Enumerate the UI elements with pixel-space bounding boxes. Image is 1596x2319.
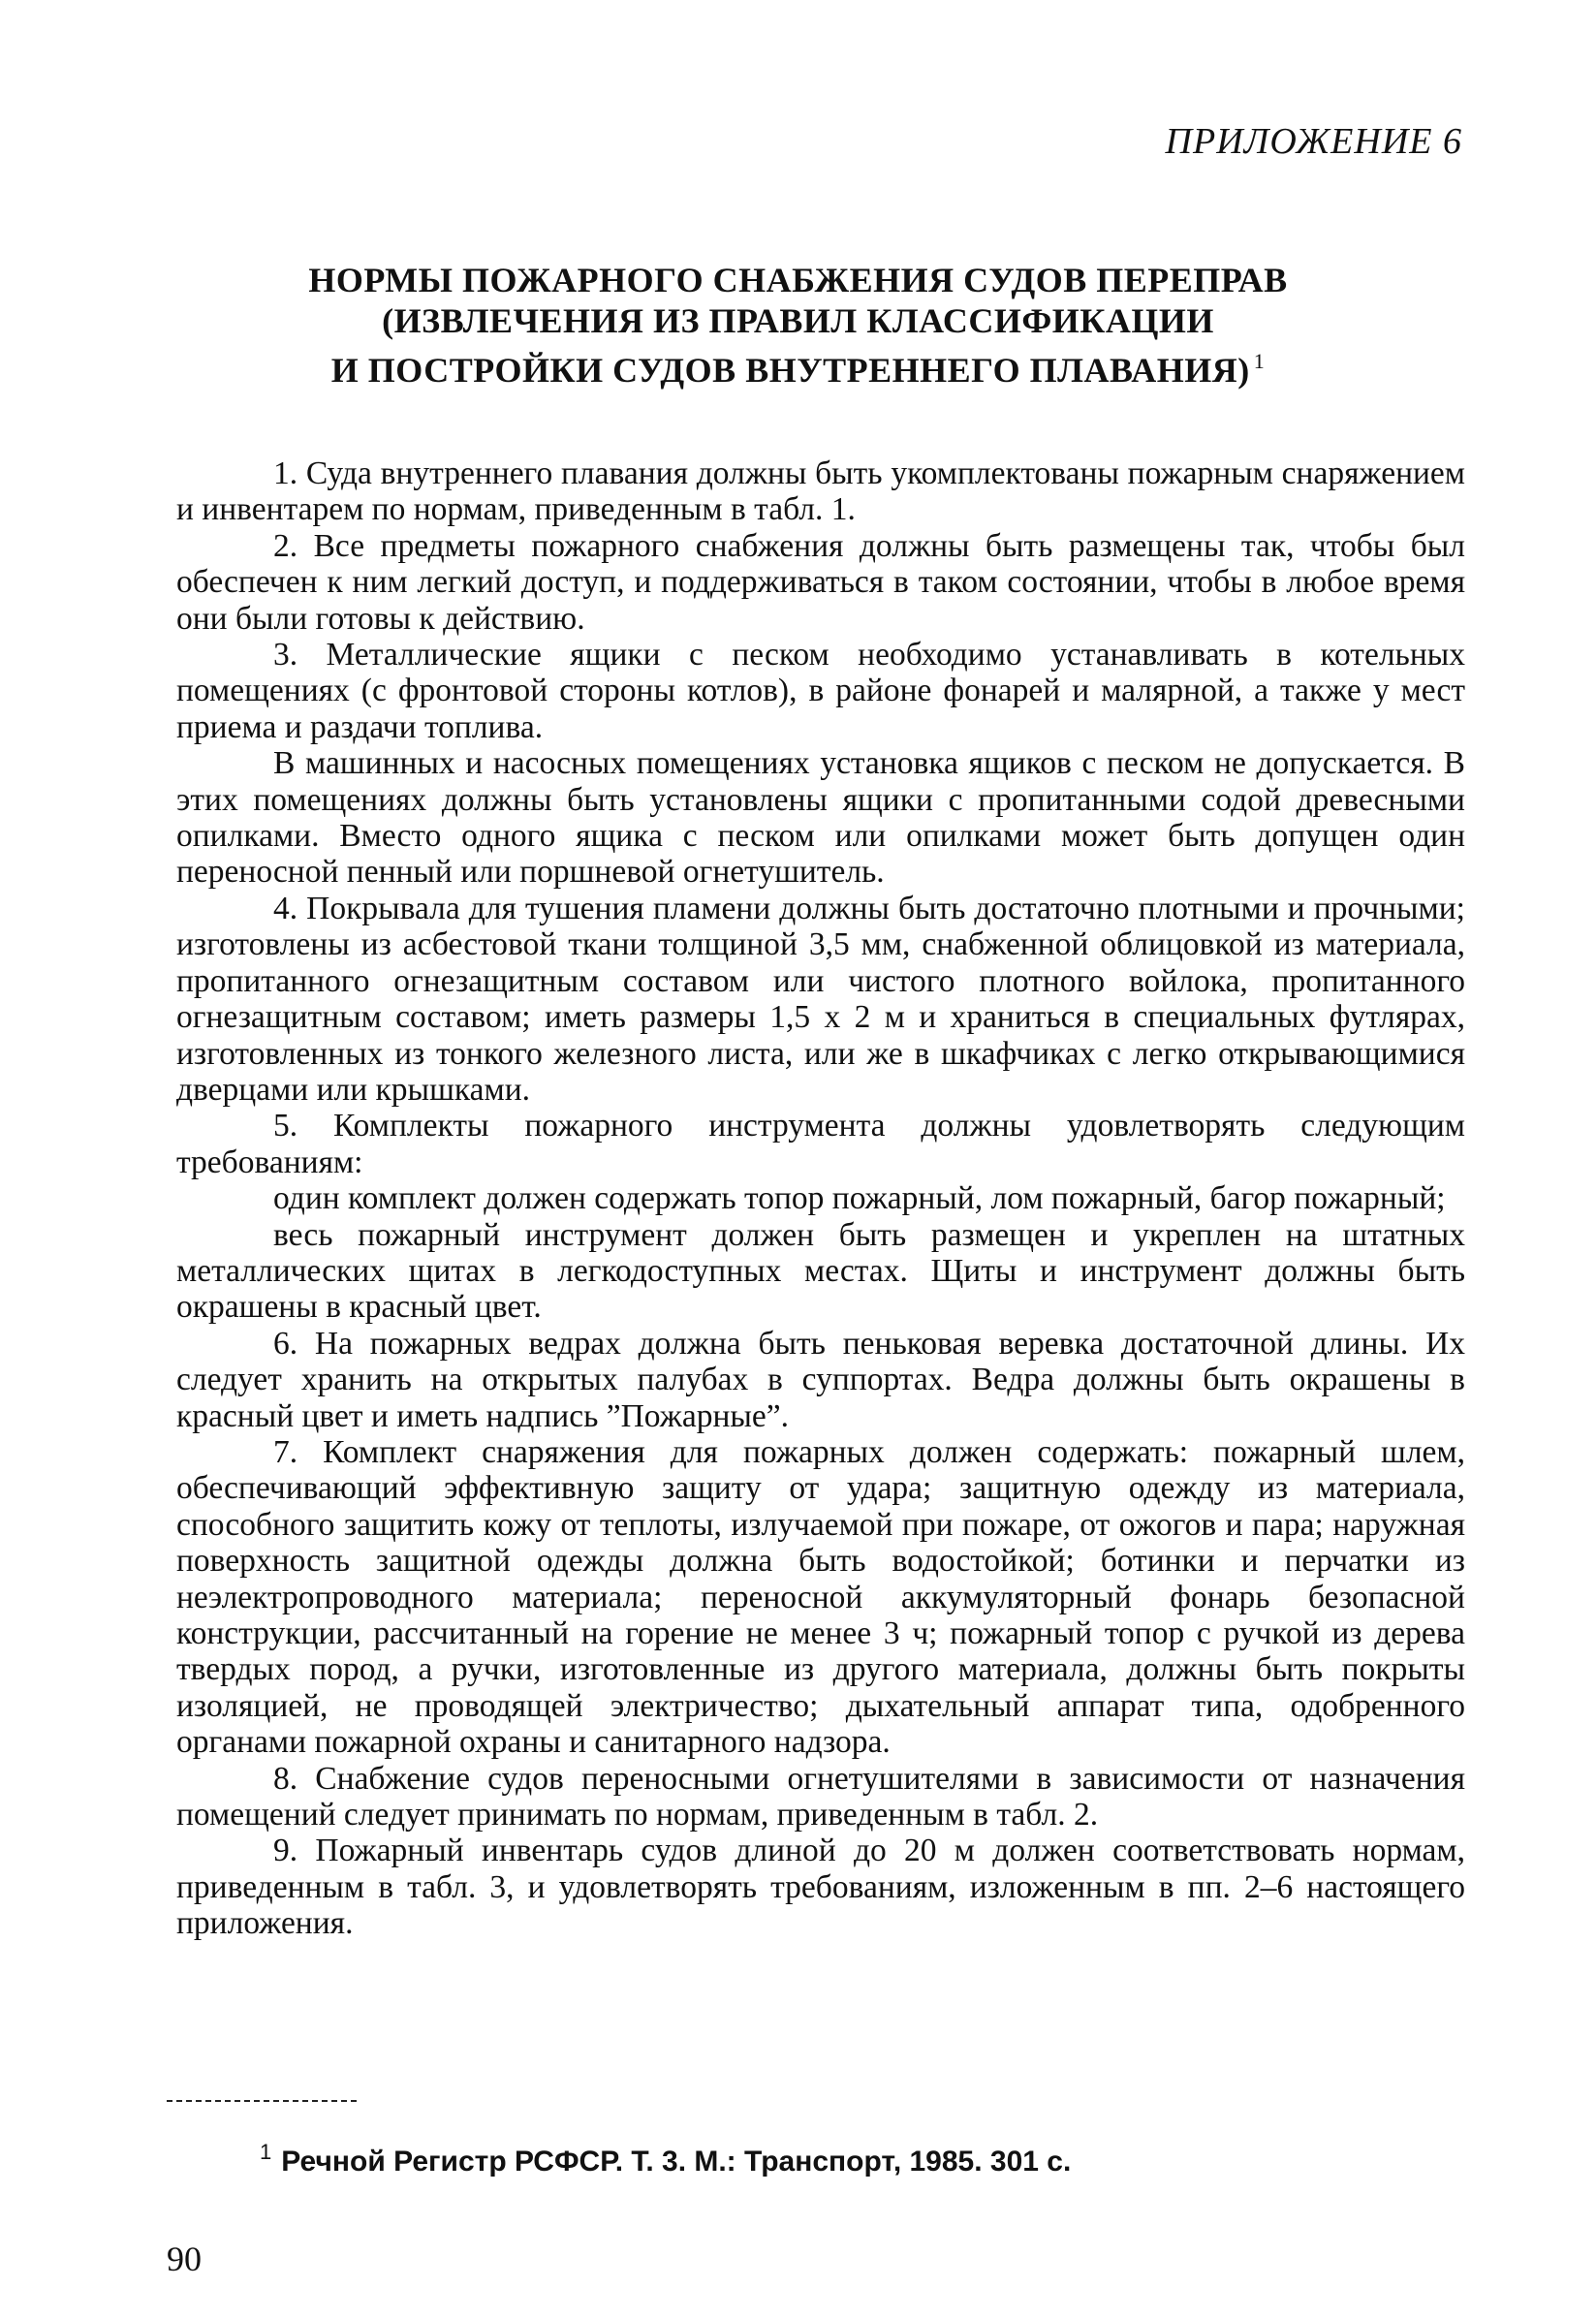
paragraph-5-item-2: весь пожарный инструмент должен быть размещен и укреплен на штатных металлических щитах в легкодоступных местах. Щиты и инструмент должны быть окрашены в красный цвет. — [176, 1216, 1465, 1326]
title-line-3 — [0, 341, 1596, 391]
appendix-label: ПРИЛОЖЕНИЕ 6 — [1165, 121, 1462, 162]
paragraph-4: 4. Покрывала для тушения пламени должны быть достаточно плотными и прочными; изготовлены из асбестовой ткани толщиной 3,5 мм, снабженной облицовкой из материала, пропитанного огнезащитным составом или чистого плотного войлока, пропитанного огнезащитным составом; иметь размеры 1,5 х 2 м и храниться в специальных футлярах, изготовленных из тонкого железного листа, или же в шкафчиках с легко открывающимися дверцами или крышками. — [176, 890, 1465, 1108]
footnote — [260, 2140, 1071, 2178]
body-text — [176, 455, 1465, 1942]
paragraph-1: 1. Суда внутреннего плавания должны быть укомплектованы пожарным снаряжением и инвентарем по нормам, приведенным в табл. 1. — [176, 455, 1465, 528]
document-title — [0, 260, 1596, 391]
title-footnote-mark: 1 — [1253, 349, 1266, 373]
paragraph-5-item-1: один комплект должен содержать топор пожарный, лом пожарный, багор пожарный; — [273, 1180, 1446, 1217]
title-line-3-text: И ПОСТРОЙКИ СУДОВ ВНУТРЕННЕГО ПЛАВАНИЯ) — [330, 351, 1250, 390]
page-number: 90 — [167, 2240, 202, 2278]
footnote-divider — [167, 2100, 357, 2102]
paragraph-6: 6. На пожарных ведрах должна быть пеньковая веревка достаточной длины. Их следует хранить на открытых палубах в суппортах. Ведра должны быть окрашены в красный цвет и иметь надпись ”Пожарные”. — [176, 1325, 1465, 1434]
title-line-2: (ИЗВЛЕЧЕНИЯ ИЗ ПРАВИЛ КЛАССИФИКАЦИИ — [382, 301, 1214, 340]
paragraph-2: 2. Все предметы пожарного снабжения должны быть размещены так, чтобы был обеспечен к ним легкий доступ, и поддерживаться в таком состоянии, чтобы в любое время они были готовы к действию. — [176, 527, 1465, 637]
title-line-1: НОРМЫ ПОЖАРНОГО СНАБЖЕНИЯ СУДОВ ПЕРЕПРАВ — [308, 261, 1288, 299]
paragraph-8: 8. Снабжение судов переносными огнетушителями в зависимости от назначения помещений следует принимать по нормам, приведенным в табл. 2. — [176, 1760, 1465, 1833]
paragraph-9: 9. Пожарный инвентарь судов длиной до 20 м должен соответствовать нормам, приведенным в табл. 3, и удовлетворять требованиям, изложенным в пп. 2–6 настоящего приложения. — [176, 1833, 1465, 1942]
footnote-mark: 1 — [260, 2140, 272, 2164]
paragraph-3: 3. Металлические ящики с песком необходимо устанавливать в котельных помещениях (с фронтовой стороны котлов), в районе фонарей и малярной, а также у мест приема и раздачи топлива. — [176, 637, 1465, 745]
footnote-text: Речной Регистр РСФСР. Т. 3. М.: Транспорт, 1985. 301 с. — [281, 2146, 1072, 2178]
paragraph-7: 7. Комплект снаряжения для пожарных должен содержать: пожарный шлем, обеспечивающий эффективную защиту от удара; защитную одежду из материала, способного защитить кожу от теплоты, излучаемой при пожаре, от ожогов и пара; наружная поверхность защитной одежды должна быть водостойкой; ботинки и перчатки из неэлектропроводного материала; переносной аккумуляторный фонарь безопасной конструкции, рассчитанный на горение не менее 3 ч; пожарный топор с ручкой из дерева твердых пород, а ручки, изготовленные из другого материала, должны быть покрыты изоляцией, не проводящей электричество; дыхательный аппарат типа, одобренного органами пожарной охраны и санитарного надзора. — [176, 1433, 1465, 1761]
paragraph-5: 5. Комплекты пожарного инструмента должны удовлетворять следующим требованиям: — [176, 1108, 1465, 1180]
paragraph-3-continued: В машинных и насосных помещениях установка ящиков с песком не допускается. В этих помещениях должны быть установлены ящики с пропитанными содой древесными опилками. Вместо одного ящика с песком или опилками может быть допущен один переносной пенный или поршневой огнетушитель. — [176, 745, 1465, 891]
